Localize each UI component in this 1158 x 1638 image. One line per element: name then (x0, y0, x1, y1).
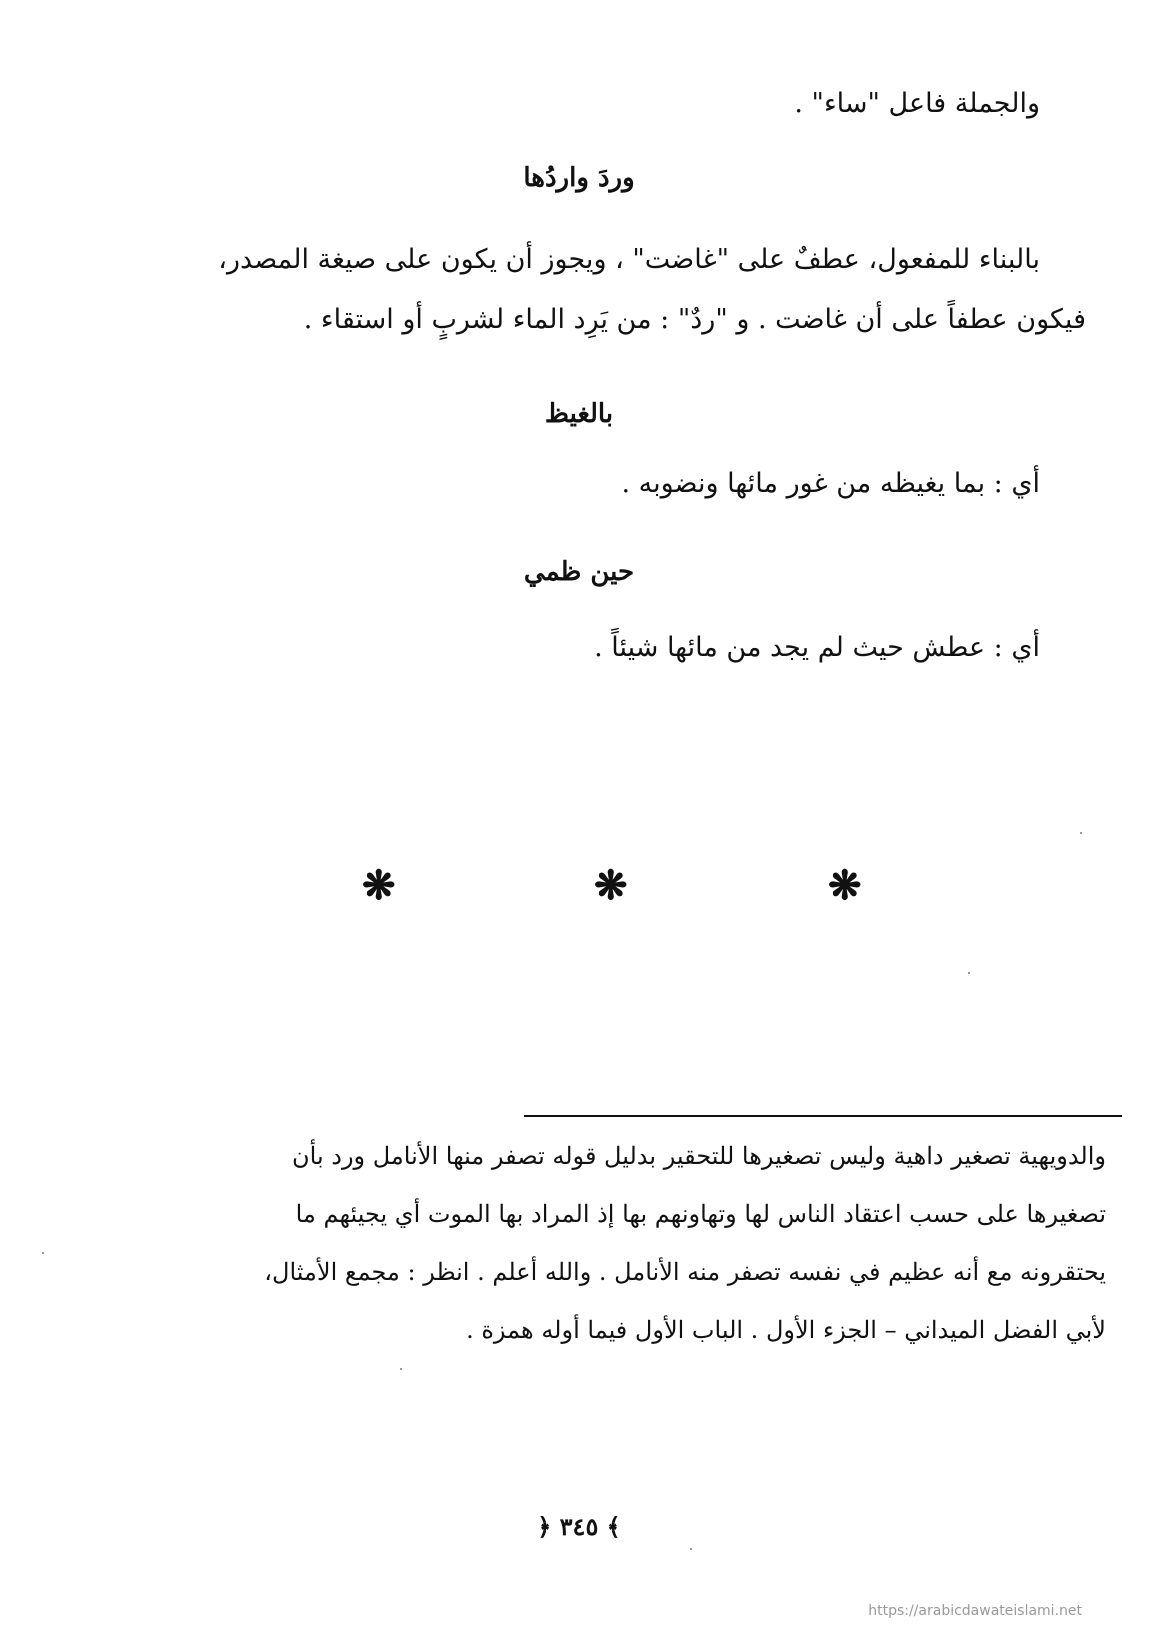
separator-star-icon: ❋ (828, 862, 862, 909)
scan-speck (42, 1252, 44, 1254)
paragraph-line-2: فيكون عطفاً على أن غاضت . و "ردٌ" : من يَرِد الماء لشربٍ أو استقاء . (303, 304, 1086, 335)
source-watermark: https://arabicdawateislami.net (868, 1603, 1082, 1619)
section-heading-bilghayz: بالغيظ (544, 399, 614, 429)
scan-speck (968, 972, 970, 974)
section-separator (0, 862, 1158, 910)
footnote-line-1: والدويهية تصغير داهية وليس تصغيرها للتحقير بدليل قوله تصفر منها الأنامل ورد بأن (292, 1142, 1106, 1170)
paragraph-hin-zami: أي : عطش حيث لم يجد من مائها شيئاً . (594, 632, 1040, 663)
section-heading-warad: وردَ واردُها (523, 163, 635, 193)
footnote-line-4: لأبي الفضل الميداني – الجزء الأول . الباب الأول فيما أوله همزة . (466, 1316, 1106, 1344)
footnote-line-3: يحتقرونه مع أنه عظيم في نفسه تصفر منه الأنامل . والله أعلم . انظر : مجمع الأمثال، (264, 1258, 1106, 1286)
scan-speck (690, 1548, 692, 1550)
separator-star-icon: ❋ (594, 862, 628, 909)
footnote-divider (524, 1115, 1122, 1117)
scan-speck (1080, 832, 1082, 834)
page-number: ﴿ ٣٤٥ ﴾ (537, 1512, 621, 1541)
scan-speck (400, 1368, 402, 1370)
body-line-sentence-subject: والجملة فاعل "ساء" . (794, 88, 1040, 119)
section-heading-hin-zami: حين ظمي (523, 557, 635, 587)
paragraph-bilghayz: أي : بما يغيظه من غور مائها ونضوبه . (621, 468, 1040, 499)
footnote-line-2: تصغيرها على حسب اعتقاد الناس لها وتهاونهم بها إذ المراد بها الموت أي يجيئهم ما (295, 1200, 1106, 1228)
separator-star-icon: ❋ (362, 862, 396, 909)
paragraph-line-1: بالبناء للمفعول، عطفٌ على "غاضت" ، ويجوز أن يكون على صيغة المصدر، (218, 244, 1040, 275)
